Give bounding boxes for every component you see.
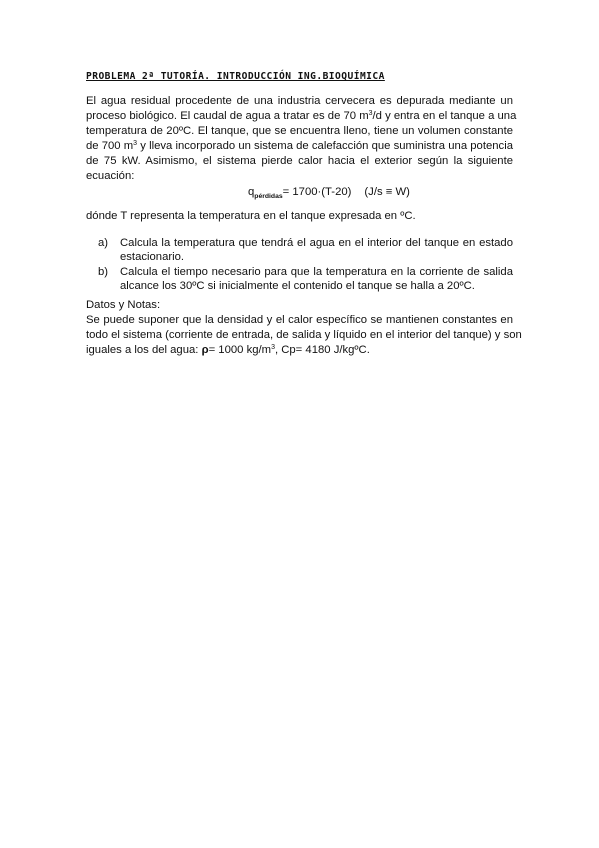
questions-list [98, 236, 513, 293]
notes-text: iguales a los del agua: [86, 344, 202, 356]
notes-text: todo el sistema (corriente de entrada, de salida y líquido en el interior del tanque) y son [86, 329, 522, 341]
equation-q: q [248, 186, 255, 198]
heat-loss-equation [248, 186, 410, 200]
statement-line [86, 109, 517, 124]
question-item-a [98, 236, 513, 264]
question-text: Calcula el tiempo necesario para que la temperatura en la corriente de salida [120, 266, 513, 278]
notes-line [86, 313, 513, 328]
statement-text: proceso biológico. El caudal de agua a tratar es de 70 m [86, 110, 369, 122]
question-marker: a) [98, 237, 109, 249]
statement-text: El agua residual procedente de una industria cervecera es depurada mediante un [86, 95, 513, 107]
question-item-b [98, 265, 513, 293]
statement-text: de 700 m [86, 140, 134, 152]
temperature-definition [86, 209, 513, 224]
statement-line [86, 139, 513, 154]
superscript-cube: 3 [133, 140, 138, 147]
notes-text: Se puede suponer que la densidad y el calor específico se mantienen constantes en [86, 314, 513, 326]
notes-line [86, 328, 522, 343]
statement-line [86, 154, 513, 169]
statement-text: /d y entra en el tanque a una [372, 110, 517, 122]
equation-subscript: pérdidas [254, 193, 283, 200]
problem-statement [86, 94, 517, 184]
definition-text: dónde T representa la temperatura en el tanque expresada en ºC. [86, 210, 416, 222]
statement-text: ecuación: [86, 170, 135, 182]
notes-text: , Cp= 4180 J/kgºC. [274, 344, 370, 356]
density-symbol: ρ [201, 344, 209, 356]
statement-text: de 75 kW. Asimismo, el sistema pierde calor hacia el exterior según la siguiente [86, 155, 513, 167]
notes-section [86, 298, 522, 358]
statement-text: temperatura de 20ºC. El tanque, que se encuentra lleno, tiene un volumen constante [86, 125, 513, 137]
statement-text: y lleva incorporado un sistema de calefacción que suministra una potencia [137, 140, 513, 152]
superscript-cube: 3 [368, 110, 373, 117]
statement-line [86, 94, 513, 109]
statement-line [86, 169, 513, 184]
document-title: PROBLEMA 2ª TUTORÍA. INTRODUCCIÓN ING.BIOQUÍMICA [86, 71, 385, 82]
question-text: alcance los 30ºC si inicialmente el contenido el tanque se halla a 20ºC. [120, 280, 475, 292]
question-marker: b) [98, 266, 109, 278]
notes-text: = 1000 kg/m [208, 344, 272, 356]
notes-heading: Datos y Notas: [86, 299, 161, 311]
notes-line [86, 343, 513, 358]
question-text: estacionario. [120, 251, 185, 263]
equation-formula: = 1700·(T-20) [282, 186, 352, 198]
question-text: Calcula la temperatura que tendrá el agua en el interior del tanque en estado [120, 237, 513, 249]
equation-units: (J/s ≡ W) [364, 186, 410, 198]
statement-line [86, 124, 513, 139]
superscript-cube: 3 [271, 344, 275, 351]
